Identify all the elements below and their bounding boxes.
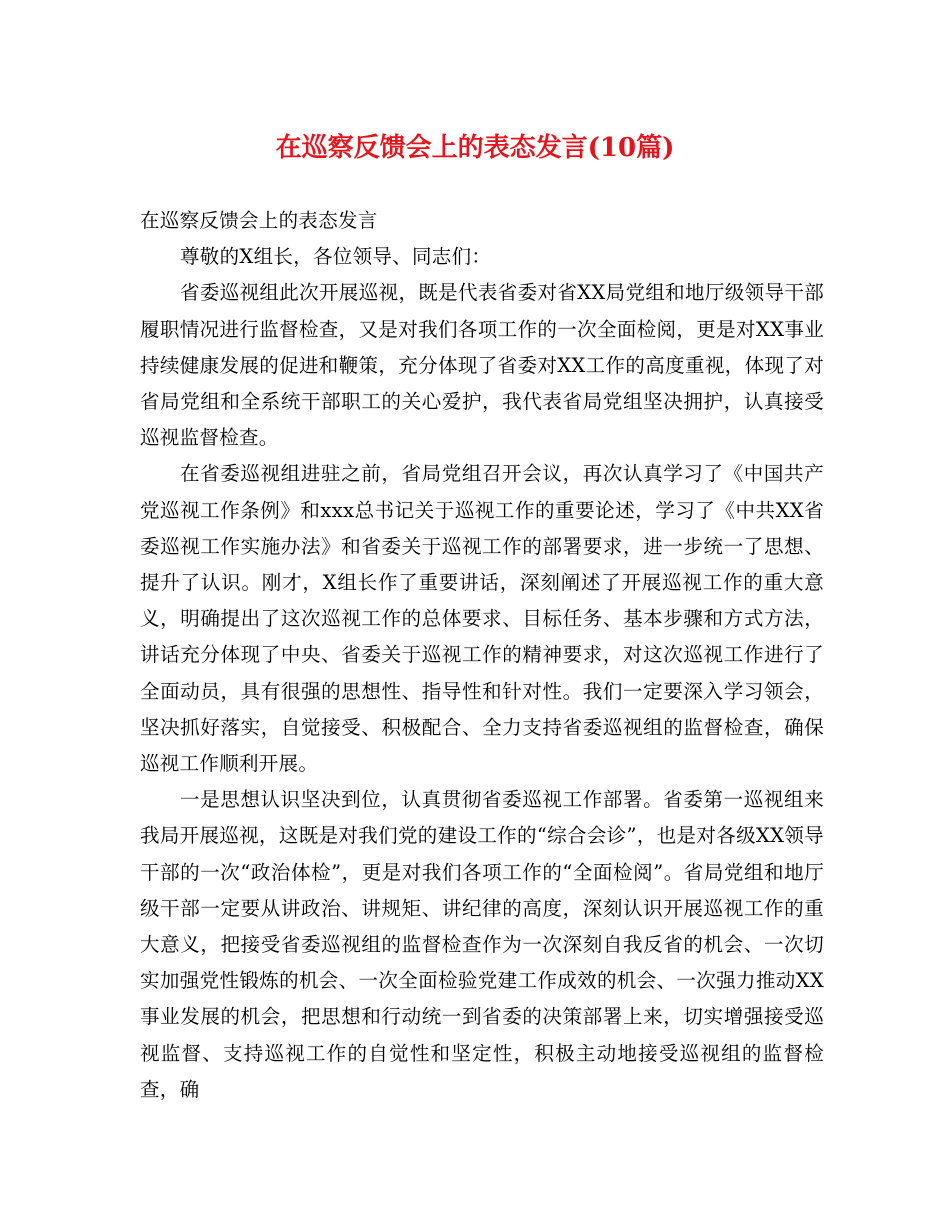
document-body	[140, 203, 824, 1108]
document-subtitle: 在巡察反馈会上的表态发言	[140, 209, 378, 232]
salutation: 尊敬的X组长，各位领导、同志们：	[180, 245, 492, 269]
paragraph-2: 在省委巡视组进驻之前，省局党组召开会议，再次认真学习了《中国共产党巡视工作条例》和xxx总书记关于巡视工作的重要论述，学习了《中共XX省委巡视工作实施办法》和省委关于巡视工作的部署要求，进一步统一了思想、提升了认识。刚才，X组长作了重要讲话，深刻阐述了开展巡视工作的重大意义，明确提出了这次巡视工作的总体要求、目标任务、基本步骤和方式方法，讲话充分体现了中央、省委关于巡视工作的精神要求，对这次巡视工作进行了全面动员，具有很强的思想性、指导性和针对性。我们一定要深入学习领会，坚决抓好落实，自觉接受、积极配合、全力支持省委巡视组的监督检查，确保巡视工作顺利开展。	[140, 462, 824, 776]
paragraph-1: 省委巡视组此次开展巡视，既是代表省委对省XX局党组和地厅级领导干部履职情况进行监督检查，又是对我们各项工作的一次全面检阅，更是对XX事业持续健康发展的促进和鞭策，充分体现了省委对XX工作的高度重视，体现了对省局党组和全系统干部职工的关心爱护，我代表省局党组坚决拥护，认真接受巡视监督检查。	[140, 281, 824, 450]
paragraph-3: 一是思想认识坚决到位，认真贯彻省委巡视工作部署。省委第一巡视组来我局开展巡视，这既是对我们党的建设工作的“综合会诊”，也是对各级XX领导干部的一次“政治体检”，更是对我们各项工作的“全面检阅”。省局党组和地厅级干部一定要从讲政治、讲规矩、讲纪律的高度，深刻认识开展巡视工作的重大意义，把接受省委巡视组的监督检查作为一次深刻自我反省的机会、一次切实加强党性锻炼的机会、一次全面检验党建工作成效的机会、一次强力推动XX事业发展的机会，把思想和行动统一到省委的决策部署上来，切实增强接受巡视监督、支持巡视工作的自觉性和坚定性，积极主动地接受巡视组的监督检查，确	[140, 788, 824, 1101]
document-title: 在巡察反馈会上的表态发言(10篇)	[275, 133, 675, 163]
